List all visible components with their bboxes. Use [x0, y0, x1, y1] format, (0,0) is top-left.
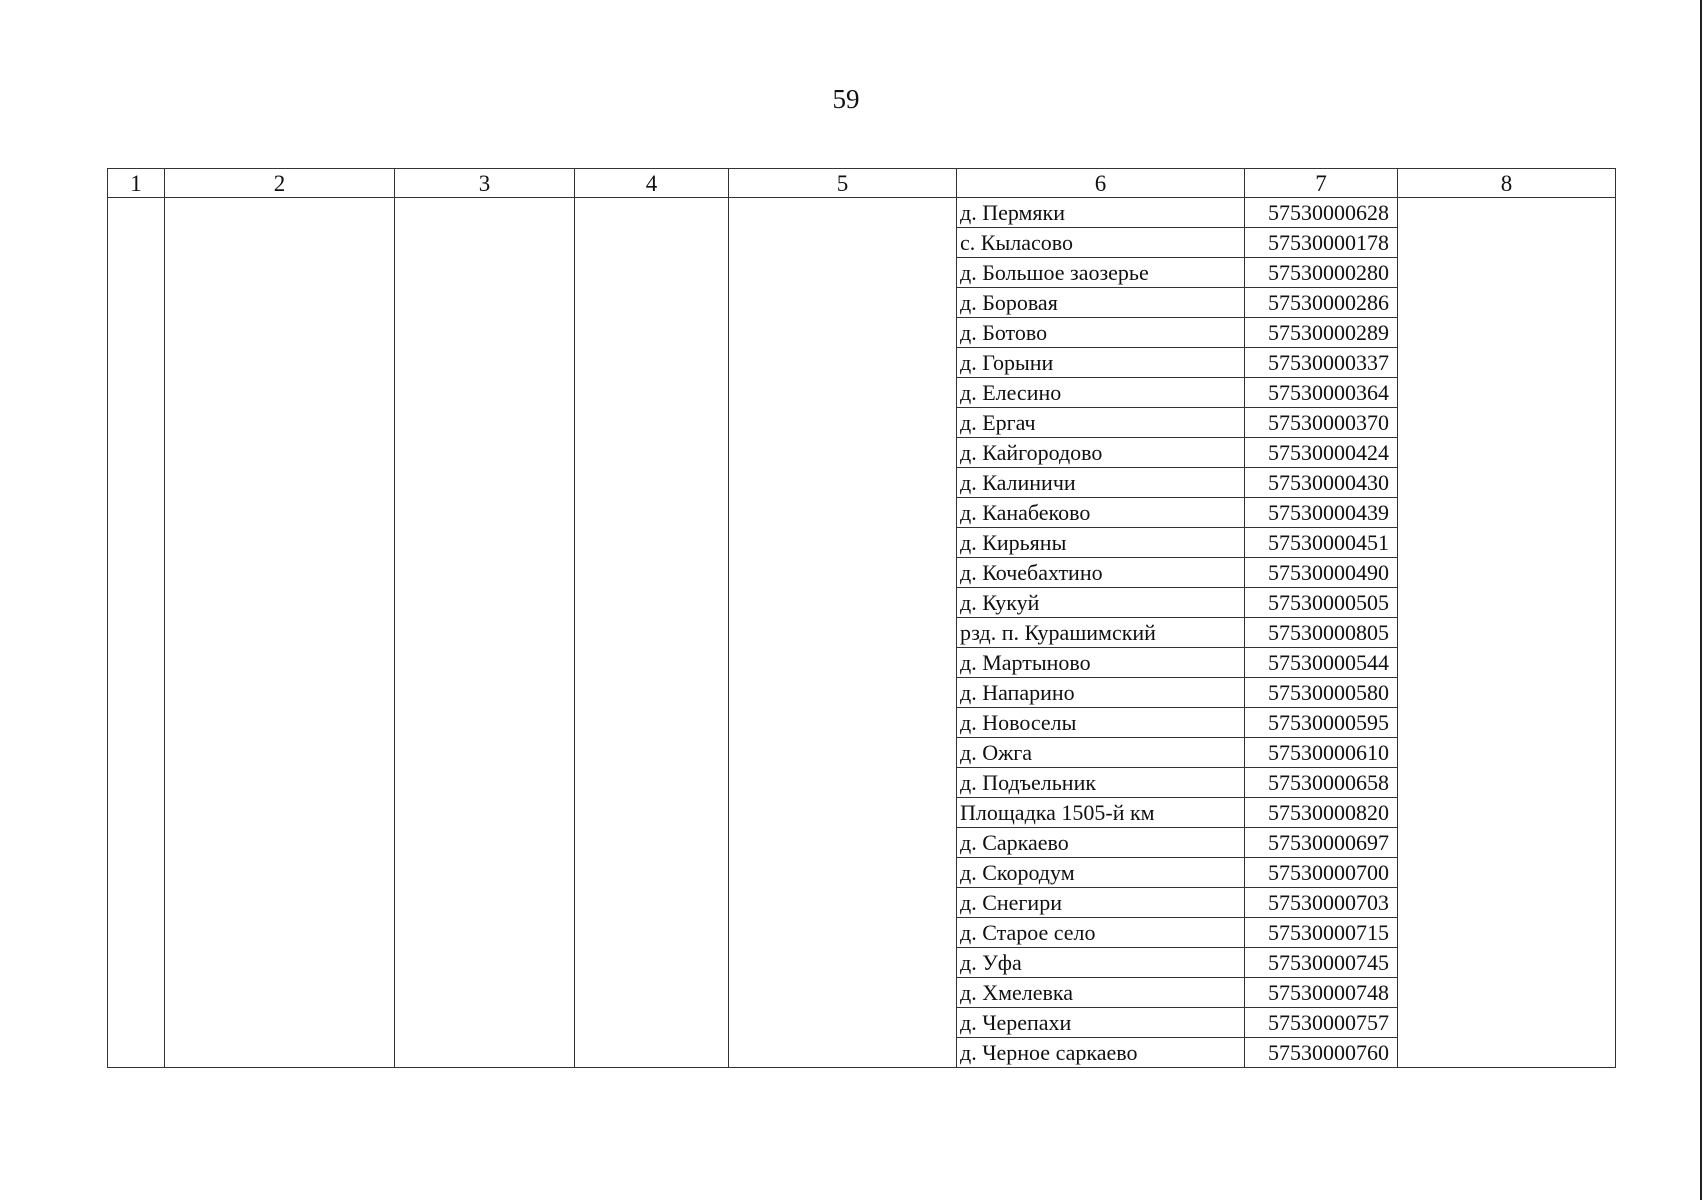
settlement-name: д. Снегири: [957, 888, 1245, 918]
column-3-cell: [395, 198, 575, 1068]
settlement-code: 57530000628: [1245, 198, 1398, 228]
settlement-name: д. Хмелевка: [957, 978, 1245, 1008]
settlement-name: д. Саркаево: [957, 828, 1245, 858]
column-8-cell: [1398, 198, 1616, 1068]
page-number: 59: [832, 84, 860, 114]
settlement-name: д. Новоселы: [957, 708, 1245, 738]
settlement-name: д. Уфа: [957, 948, 1245, 978]
settlement-code: 57530000286: [1245, 288, 1398, 318]
settlement-name: д. Напарино: [957, 678, 1245, 708]
column-4-cell: [575, 198, 729, 1068]
column-header: 3: [395, 169, 575, 198]
settlement-code: 57530000490: [1245, 558, 1398, 588]
column-header: 8: [1398, 169, 1616, 198]
column-header: 4: [575, 169, 729, 198]
settlement-code: 57530000748: [1245, 978, 1398, 1008]
column-5-cell: [729, 198, 957, 1068]
settlement-code: 57530000697: [1245, 828, 1398, 858]
settlement-name: д. Большое заозерье: [957, 258, 1245, 288]
settlement-name: д. Черепахи: [957, 1008, 1245, 1038]
settlement-code: 57530000280: [1245, 258, 1398, 288]
settlement-name: д. Кирьяны: [957, 528, 1245, 558]
settlement-code: 57530000439: [1245, 498, 1398, 528]
settlement-name: с. Кыласово: [957, 228, 1245, 258]
settlement-name: Площадка 1505-й км: [957, 798, 1245, 828]
settlement-code: 57530000337: [1245, 348, 1398, 378]
settlement-code: 57530000820: [1245, 798, 1398, 828]
settlement-code: 57530000703: [1245, 888, 1398, 918]
column-header: 7: [1245, 169, 1398, 198]
settlement-code: 57530000805: [1245, 618, 1398, 648]
settlement-name: д. Ботово: [957, 318, 1245, 348]
settlement-name: д. Кукуй: [957, 588, 1245, 618]
settlement-name: д. Мартыново: [957, 648, 1245, 678]
settlement-code: 57530000505: [1245, 588, 1398, 618]
column-header: 2: [165, 169, 395, 198]
table-row: [108, 198, 1616, 228]
settlement-name: д. Старое село: [957, 918, 1245, 948]
settlement-code: 57530000430: [1245, 468, 1398, 498]
column-header: 1: [108, 169, 165, 198]
settlement-code: 57530000595: [1245, 708, 1398, 738]
settlement-code: 57530000610: [1245, 738, 1398, 768]
settlement-name: д. Елесино: [957, 378, 1245, 408]
page-edge: [1700, 0, 1702, 1200]
settlement-name: д. Калиничи: [957, 468, 1245, 498]
settlement-name: д. Скородум: [957, 858, 1245, 888]
settlement-name: д. Канабеково: [957, 498, 1245, 528]
settlement-code: 57530000544: [1245, 648, 1398, 678]
settlement-name: д. Ергач: [957, 408, 1245, 438]
settlement-code: 57530000451: [1245, 528, 1398, 558]
settlement-code: 57530000715: [1245, 918, 1398, 948]
column-1-cell: [108, 198, 165, 1068]
settlement-code: 57530000745: [1245, 948, 1398, 978]
settlement-name: д. Горыни: [957, 348, 1245, 378]
settlement-name: д. Подъельник: [957, 768, 1245, 798]
settlement-code: 57530000424: [1245, 438, 1398, 468]
settlement-code: 57530000658: [1245, 768, 1398, 798]
settlement-name: д. Черное саркаево: [957, 1038, 1245, 1068]
table-body: [108, 198, 1616, 1068]
settlement-code: 57530000757: [1245, 1008, 1398, 1038]
column-2-cell: [165, 198, 395, 1068]
settlements-table: [107, 168, 1616, 1068]
settlement-code: 57530000178: [1245, 228, 1398, 258]
settlement-name: д. Ожга: [957, 738, 1245, 768]
settlement-name: д. Кайгородово: [957, 438, 1245, 468]
settlement-name: д. Пермяки: [957, 198, 1245, 228]
settlement-code: 57530000760: [1245, 1038, 1398, 1068]
settlement-name: д. Кочебахтино: [957, 558, 1245, 588]
settlement-name: д. Боровая: [957, 288, 1245, 318]
settlement-code: 57530000370: [1245, 408, 1398, 438]
settlement-code: 57530000580: [1245, 678, 1398, 708]
settlement-code: 57530000700: [1245, 858, 1398, 888]
settlement-code: 57530000289: [1245, 318, 1398, 348]
column-header: 6: [957, 169, 1245, 198]
column-header: 5: [729, 169, 957, 198]
header-row: [108, 169, 1616, 198]
settlement-code: 57530000364: [1245, 378, 1398, 408]
settlement-name: рзд. п. Курашимский: [957, 618, 1245, 648]
